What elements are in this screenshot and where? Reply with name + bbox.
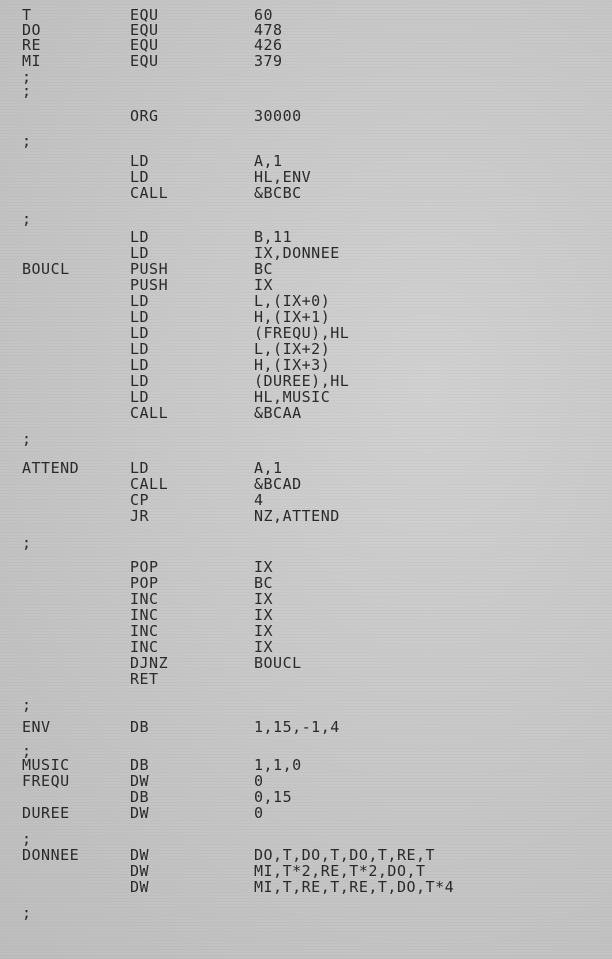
line-label: ; bbox=[22, 210, 32, 228]
line-opcode: LD bbox=[130, 152, 150, 170]
line-label: ; bbox=[22, 696, 32, 714]
line-opcode: DW bbox=[130, 846, 150, 864]
line-operand: IX bbox=[254, 622, 274, 640]
line-operand: (FREQU),HL bbox=[254, 324, 350, 342]
line-label: ; bbox=[22, 82, 32, 100]
line-opcode: LD bbox=[130, 228, 150, 246]
line-operand: 1,15,-1,4 bbox=[254, 718, 340, 736]
line-operand: IX bbox=[254, 638, 274, 656]
line-operand: BC bbox=[254, 574, 274, 592]
line-operand: (DUREE),HL bbox=[254, 372, 350, 390]
line-operand: H,(IX+1) bbox=[254, 308, 331, 326]
line-operand: &BCBC bbox=[254, 184, 302, 202]
line-operand: &BCAA bbox=[254, 404, 302, 422]
line-opcode: LD bbox=[130, 244, 150, 262]
line-operand: MI,T,RE,T,RE,T,DO,T*4 bbox=[254, 878, 455, 896]
code-line bbox=[0, 878, 612, 896]
code-line bbox=[0, 670, 612, 688]
line-opcode: LD bbox=[130, 292, 150, 310]
line-operand: 478 bbox=[254, 21, 283, 39]
line-operand: NZ,ATTEND bbox=[254, 507, 340, 525]
line-operand: L,(IX+0) bbox=[254, 292, 331, 310]
line-opcode: DW bbox=[130, 878, 150, 896]
line-opcode: CP bbox=[130, 491, 150, 509]
line-operand: 4 bbox=[254, 491, 264, 509]
line-label: RE bbox=[22, 36, 42, 54]
line-label: BOUCL bbox=[22, 260, 70, 278]
code-line bbox=[0, 904, 612, 922]
line-opcode: LD bbox=[130, 168, 150, 186]
line-opcode: JR bbox=[130, 507, 150, 525]
line-operand: MI,T*2,RE,T*2,DO,T bbox=[254, 862, 426, 880]
line-opcode: EQU bbox=[130, 36, 159, 54]
line-opcode: INC bbox=[130, 622, 159, 640]
line-opcode: POP bbox=[130, 574, 159, 592]
line-label: ; bbox=[22, 68, 32, 86]
line-opcode: INC bbox=[130, 606, 159, 624]
line-opcode: CALL bbox=[130, 404, 169, 422]
line-label: MUSIC bbox=[22, 756, 70, 774]
line-opcode: EQU bbox=[130, 52, 159, 70]
code-line bbox=[0, 696, 612, 714]
code-line bbox=[0, 404, 612, 422]
line-operand: L,(IX+2) bbox=[254, 340, 331, 358]
line-operand: H,(IX+3) bbox=[254, 356, 331, 374]
line-operand: IX bbox=[254, 590, 274, 608]
code-line bbox=[0, 107, 612, 125]
line-operand: 379 bbox=[254, 52, 283, 70]
line-operand: &BCAD bbox=[254, 475, 302, 493]
line-label: ENV bbox=[22, 718, 51, 736]
line-operand: B,11 bbox=[254, 228, 293, 246]
line-opcode: LD bbox=[130, 356, 150, 374]
line-operand: IX bbox=[254, 276, 274, 294]
line-label: ; bbox=[22, 830, 32, 848]
line-operand: BOUCL bbox=[254, 654, 302, 672]
line-opcode: DB bbox=[130, 756, 150, 774]
line-operand: A,1 bbox=[254, 459, 283, 477]
line-opcode: DB bbox=[130, 788, 150, 806]
line-label: T bbox=[22, 6, 32, 24]
line-operand: 1,1,0 bbox=[254, 756, 302, 774]
line-operand: 0 bbox=[254, 804, 264, 822]
line-label: ATTEND bbox=[22, 459, 80, 477]
line-opcode: LD bbox=[130, 324, 150, 342]
line-opcode: RET bbox=[130, 670, 159, 688]
line-label: ; bbox=[22, 132, 32, 150]
line-operand: 30000 bbox=[254, 107, 302, 125]
line-label: ; bbox=[22, 904, 32, 922]
line-opcode: LD bbox=[130, 372, 150, 390]
line-opcode: CALL bbox=[130, 184, 169, 202]
line-operand: 60 bbox=[254, 6, 274, 24]
code-line bbox=[0, 210, 612, 228]
line-operand: A,1 bbox=[254, 152, 283, 170]
line-operand: 0 bbox=[254, 772, 264, 790]
code-line bbox=[0, 718, 612, 736]
line-opcode: LD bbox=[130, 459, 150, 477]
line-label: ; bbox=[22, 742, 32, 760]
line-label: ; bbox=[22, 430, 32, 448]
line-operand: HL,MUSIC bbox=[254, 388, 331, 406]
line-opcode: DW bbox=[130, 804, 150, 822]
line-label: MI bbox=[22, 52, 42, 70]
line-opcode: INC bbox=[130, 638, 159, 656]
line-operand: 426 bbox=[254, 36, 283, 54]
line-opcode: PUSH bbox=[130, 276, 169, 294]
line-label: DO bbox=[22, 21, 42, 39]
line-opcode: EQU bbox=[130, 21, 159, 39]
line-opcode: POP bbox=[130, 558, 159, 576]
line-operand: IX,DONNEE bbox=[254, 244, 340, 262]
line-operand: 0,15 bbox=[254, 788, 293, 806]
code-line bbox=[0, 82, 612, 100]
line-opcode: LD bbox=[130, 340, 150, 358]
line-label: ; bbox=[22, 534, 32, 552]
code-line bbox=[0, 184, 612, 202]
line-opcode: DJNZ bbox=[130, 654, 169, 672]
line-opcode: PUSH bbox=[130, 260, 169, 278]
line-operand: DO,T,DO,T,DO,T,RE,T bbox=[254, 846, 436, 864]
line-operand: IX bbox=[254, 606, 274, 624]
line-opcode: DW bbox=[130, 772, 150, 790]
line-opcode: LD bbox=[130, 388, 150, 406]
line-operand: BC bbox=[254, 260, 274, 278]
code-line bbox=[0, 430, 612, 448]
line-opcode: DW bbox=[130, 862, 150, 880]
code-line bbox=[0, 507, 612, 525]
line-label: DUREE bbox=[22, 804, 70, 822]
code-line bbox=[0, 534, 612, 552]
line-opcode: EQU bbox=[130, 6, 159, 24]
line-opcode: ORG bbox=[130, 107, 159, 125]
line-opcode: LD bbox=[130, 308, 150, 326]
line-label: FREQU bbox=[22, 772, 70, 790]
code-line bbox=[0, 804, 612, 822]
line-opcode: INC bbox=[130, 590, 159, 608]
line-label: DONNEE bbox=[22, 846, 80, 864]
line-opcode: DB bbox=[130, 718, 150, 736]
code-line bbox=[0, 132, 612, 150]
line-opcode: CALL bbox=[130, 475, 169, 493]
line-operand: HL,ENV bbox=[254, 168, 312, 186]
line-operand: IX bbox=[254, 558, 274, 576]
